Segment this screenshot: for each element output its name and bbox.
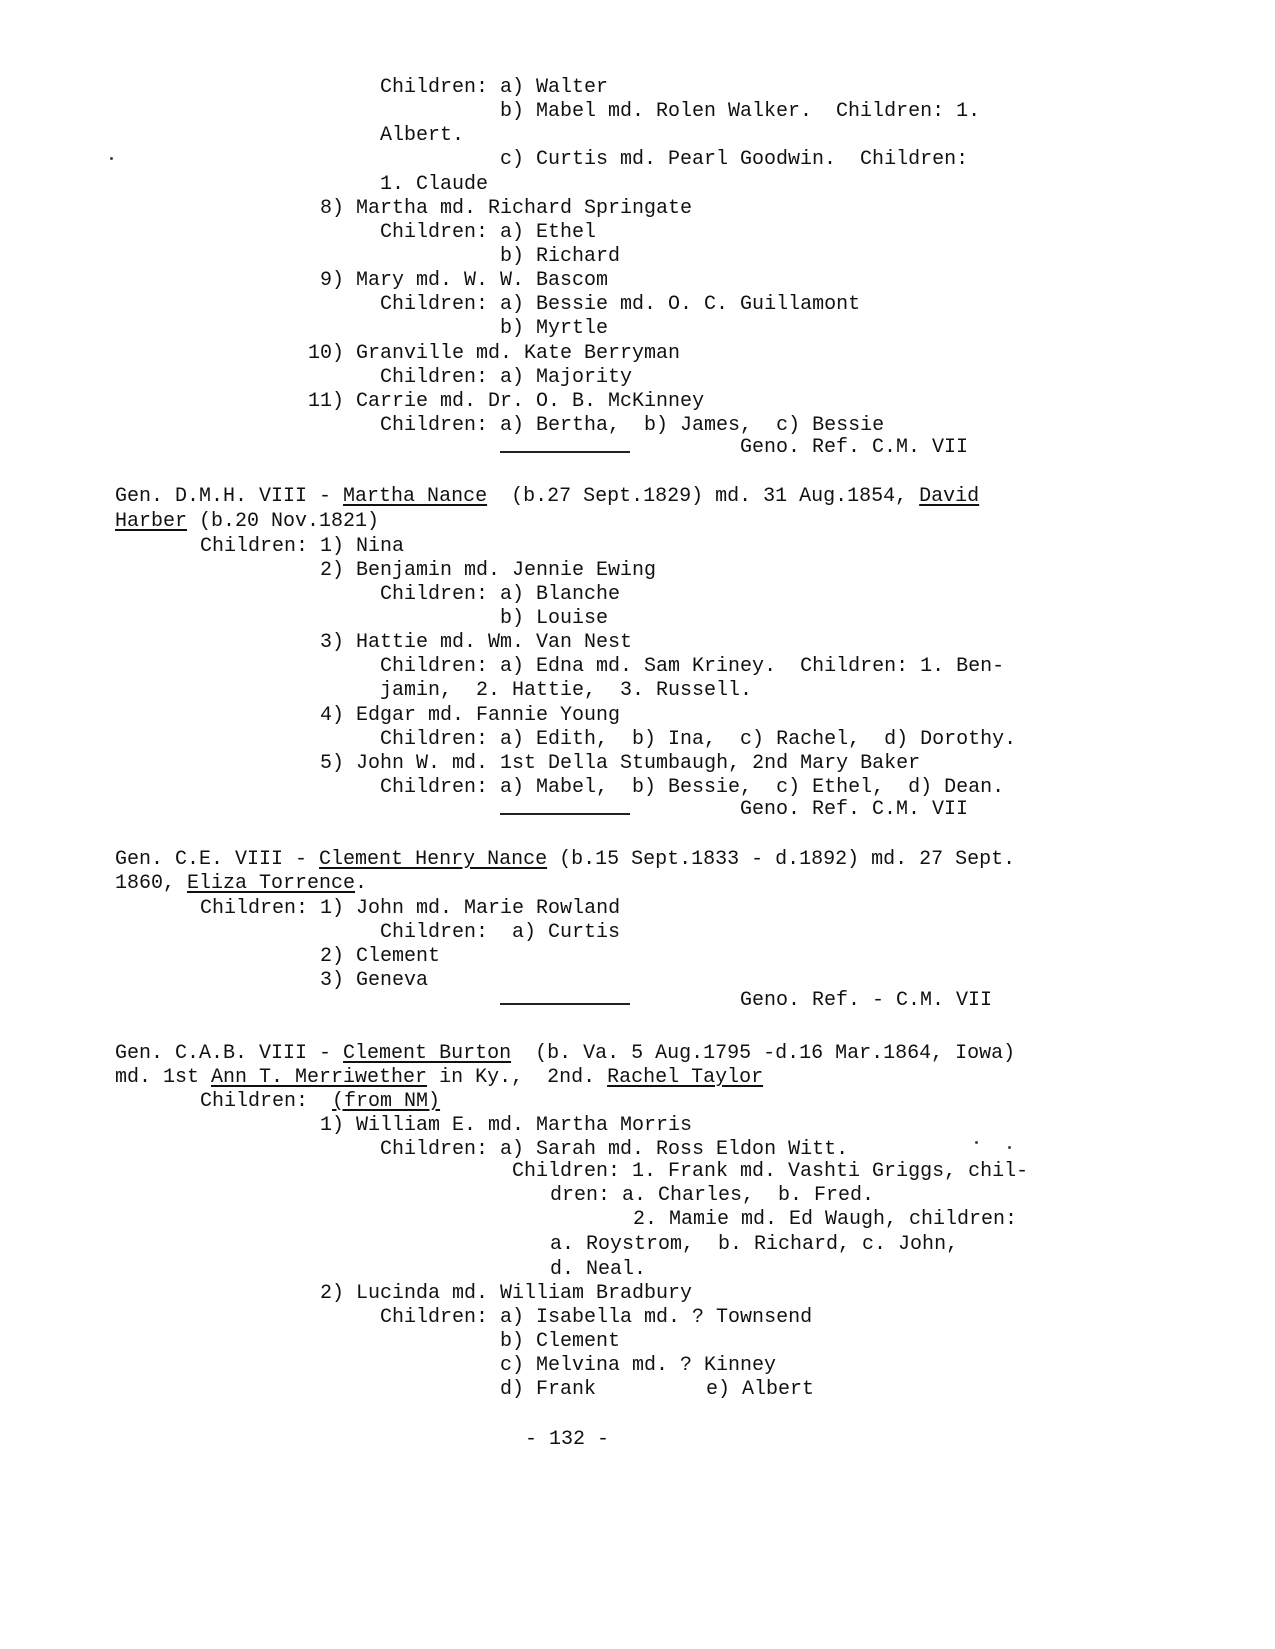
text-line: 11) Carrie md. Dr. O. B. McKinney bbox=[308, 390, 705, 413]
spouse-name: Rachel Taylor bbox=[607, 1066, 764, 1089]
text-line: 1) William E. md. Martha Morris bbox=[320, 1114, 693, 1137]
text-line: c) Curtis md. Pearl Goodwin. Children: bbox=[500, 148, 969, 171]
text-line: Children: a) Isabella md. ? Townsend bbox=[380, 1306, 813, 1329]
text-line: Children: a) Ethel bbox=[380, 221, 597, 244]
person-name: Clement Henry Nance bbox=[319, 848, 548, 871]
text-line: 2. Mamie md. Ed Waugh, children: bbox=[633, 1208, 1018, 1231]
text-line: Children: a) Sarah md. Ross Eldon Witt. bbox=[380, 1138, 849, 1161]
text-line: 2) Lucinda md. William Bradbury bbox=[320, 1282, 693, 1305]
page-number: - 132 - bbox=[525, 1428, 610, 1451]
text-line: 4) Edgar md. Fannie Young bbox=[320, 704, 621, 727]
text-line: 3) Hattie md. Wm. Van Nest bbox=[320, 631, 633, 654]
text-line: Children: a) Edna md. Sam Kriney. Children: 1. Ben- bbox=[380, 655, 1005, 678]
text-line: Children: 1. Frank md. Vashti Griggs, chil- bbox=[512, 1160, 1029, 1183]
text-line: a. Roystrom, b. Richard, c. John, bbox=[550, 1233, 959, 1256]
text-line: b) Mabel md. Rolen Walker. Children: 1. bbox=[500, 100, 981, 123]
text-line: 1. Claude bbox=[380, 173, 489, 196]
text-line: d) Frank bbox=[500, 1378, 597, 1401]
section-heading: Gen. C.E. VIII - Clement Henry Nance (b.15 Sept.1833 - d.1892) md. 27 Sept. bbox=[115, 848, 1016, 871]
text-line: Albert. bbox=[380, 124, 465, 147]
spouse-name: Ann T. Merriwether bbox=[211, 1066, 428, 1089]
text-line: 10) Granville md. Kate Berryman bbox=[308, 342, 681, 365]
text-line: Children: a) Walter bbox=[380, 76, 609, 99]
geno-reference: Geno. Ref. C.M. VII bbox=[740, 436, 969, 459]
text-line: b) Richard bbox=[500, 245, 621, 268]
text-line: Children: a) Blanche bbox=[380, 583, 621, 606]
text-line: d. Neal. bbox=[550, 1258, 647, 1281]
section-heading-cont: Harber (b.20 Nov.1821) bbox=[115, 510, 380, 533]
section-heading: Gen. D.M.H. VIII - Martha Nance (b.27 Sept.1829) md. 31 Aug.1854, David bbox=[115, 485, 980, 508]
text-line: b) Louise bbox=[500, 607, 609, 630]
text-line: Children: a) Curtis bbox=[380, 921, 621, 944]
text-line: Children: a) Majority bbox=[380, 366, 633, 389]
text-line: dren: a. Charles, b. Fred. bbox=[550, 1184, 875, 1207]
section-heading: Gen. C.A.B. VIII - Clement Burton (b. Va. 5 Aug.1795 -d.16 Mar.1864, Iowa) bbox=[115, 1042, 1016, 1065]
scan-speck bbox=[1008, 1146, 1011, 1149]
text-line: Children: a) Mabel, b) Bessie, c) Ethel, d) Dean. bbox=[380, 776, 1005, 799]
text-line: Children: a) Edith, b) Ina, c) Rachel, d) Dorothy. bbox=[380, 728, 1017, 751]
spouse-name: David bbox=[919, 485, 980, 508]
text-line: 5) John W. md. 1st Della Stumbaugh, 2nd Mary Baker bbox=[320, 752, 921, 775]
geno-reference: Geno. Ref. C.M. VII bbox=[740, 798, 969, 821]
scan-speck bbox=[975, 1141, 978, 1144]
scan-speck bbox=[110, 157, 113, 160]
text-line: 2) Clement bbox=[320, 945, 441, 968]
text-line: b) Clement bbox=[500, 1330, 621, 1353]
text-line: c) Melvina md. ? Kinney bbox=[500, 1354, 777, 1377]
text-line: Children: 1) Nina bbox=[200, 535, 405, 558]
spouse-name: Harber bbox=[115, 510, 188, 533]
text-line: 3) Geneva bbox=[320, 969, 429, 992]
section-heading-cont: md. 1st Ann T. Merriwether in Ky., 2nd. Rachel Taylor bbox=[115, 1066, 764, 1089]
text-line: 9) Mary md. W. W. Bascom bbox=[320, 269, 609, 292]
section-divider bbox=[500, 451, 630, 453]
person-name: Martha Nance bbox=[343, 485, 488, 508]
person-name: Clement Burton bbox=[343, 1042, 512, 1065]
section-divider bbox=[500, 1003, 630, 1005]
section-divider bbox=[500, 813, 630, 815]
source-note: (from NM) bbox=[332, 1090, 441, 1113]
section-heading-cont: 1860, Eliza Torrence. bbox=[115, 872, 368, 895]
text-line: b) Myrtle bbox=[500, 317, 609, 340]
text-line: jamin, 2. Hattie, 3. Russell. bbox=[380, 679, 753, 702]
text-line: 8) Martha md. Richard Springate bbox=[320, 197, 693, 220]
text-line: Children: 1) John md. Marie Rowland bbox=[200, 897, 621, 920]
geno-reference: Geno. Ref. - C.M. VII bbox=[740, 989, 993, 1012]
spouse-name: Eliza Torrence bbox=[187, 872, 356, 895]
text-line: 2) Benjamin md. Jennie Ewing bbox=[320, 559, 657, 582]
text-line: e) Albert bbox=[706, 1378, 815, 1401]
text-line: Children: a) Bertha, b) James, c) Bessie bbox=[380, 414, 885, 437]
text-line: Children: a) Bessie md. O. C. Guillamont bbox=[380, 293, 861, 316]
text-line: Children: (from NM) bbox=[200, 1090, 441, 1113]
